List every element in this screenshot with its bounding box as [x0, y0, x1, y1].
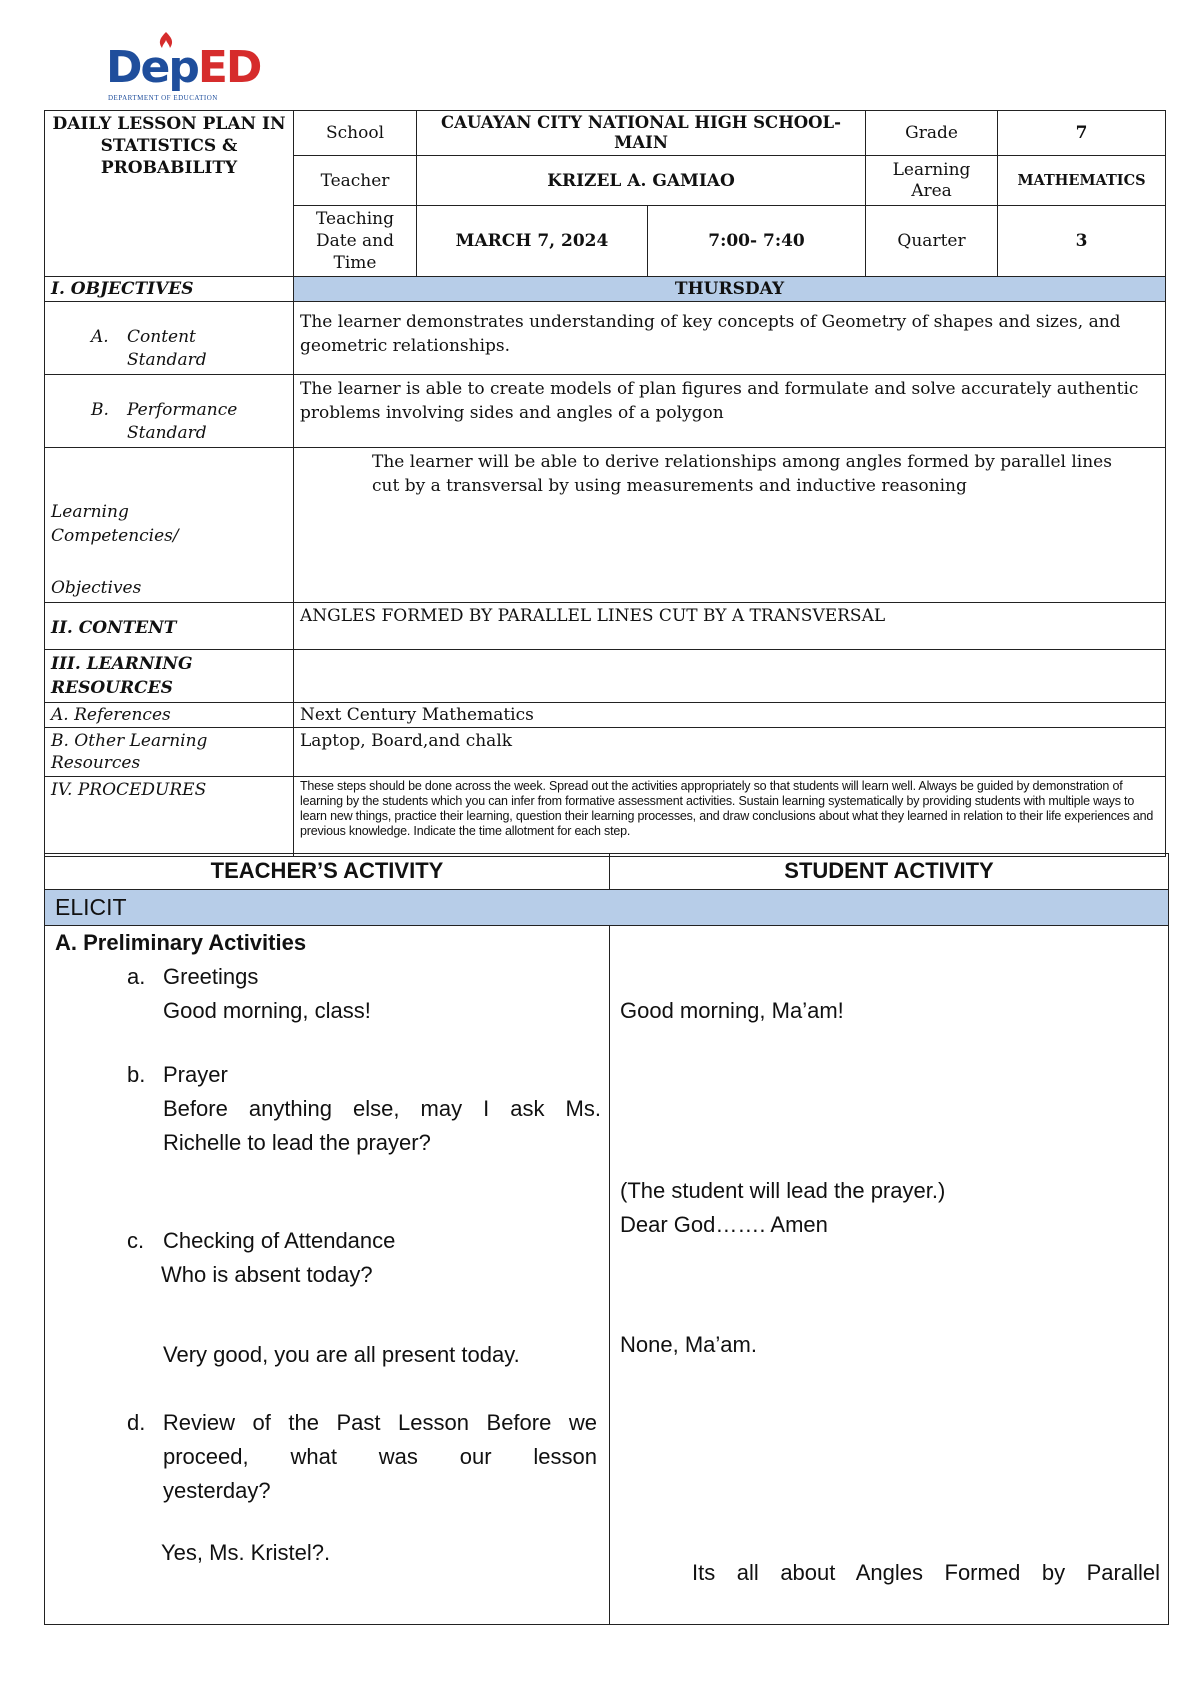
references-text: Next Century Mathematics	[294, 703, 1166, 728]
review-teacher-call: Yes, Ms. Kristel?.	[161, 1540, 331, 1565]
prayer-item: b. Prayer	[127, 1062, 228, 1087]
grade-value: 7	[998, 111, 1166, 156]
greetings-student-text: Good morning, Ma’am!	[620, 998, 844, 1023]
teacher-label: Teacher	[294, 156, 417, 206]
review-line-3: yesterday?	[163, 1478, 271, 1503]
grade-label: Grade	[866, 111, 998, 156]
teacher-value: KRIZEL A. GAMIAO	[417, 156, 866, 206]
quarter-value: 3	[998, 206, 1166, 277]
learning-resources-label: III. LEARNING RESOURCES	[45, 650, 294, 703]
activity-table	[44, 853, 1169, 1625]
prayer-teacher-line-2: Richelle to lead the prayer?	[163, 1130, 431, 1155]
day-label: THURSDAY	[294, 277, 1166, 302]
greetings-item: a. Greetings	[127, 964, 259, 989]
prayer-student-line-1: (The student will lead the prayer.)	[620, 1178, 946, 1203]
school-label: School	[294, 111, 417, 156]
preliminary-activities-title: A. Preliminary Activities	[55, 930, 307, 955]
attendance-item: c. Checking of Attendance	[127, 1228, 396, 1253]
objectives-label: I. OBJECTIVES	[45, 277, 294, 302]
teacher-activity-cell	[45, 926, 610, 1625]
performance-standard-text: The learner is able to create models of plan figures and formulate and solve accurately authentic problems involving sides and angles of a polygon	[294, 375, 1166, 448]
prayer-student-line-2: Dear God……. Amen	[620, 1212, 828, 1237]
content-standard-text: The learner demonstrates understanding of key concepts of Geometry of shapes and sizes, and geometric relationships.	[294, 302, 1166, 375]
review-line-1: d. Review of the Past Lesson Before we	[127, 1410, 597, 1435]
learning-area-label: Learning Area	[866, 156, 998, 206]
competencies-text: The learner will be able to derive relationships among angles formed by parallel lines cut by a transversal by using measurements and inductive reasoning	[294, 448, 1166, 603]
elicit-phase-row: ELICIT	[45, 890, 1169, 926]
plan-title: DAILY LESSON PLAN IN STATISTICS & PROBABILITY	[45, 111, 294, 277]
school-value: CAUAYAN CITY NATIONAL HIGH SCHOOL-MAIN	[417, 111, 866, 156]
other-resources-label: B. Other Learning Resources	[45, 728, 294, 777]
review-student-text: Its all about Angles Formed by Parallel	[692, 1560, 1160, 1585]
logo-wordmark: DepED	[106, 42, 261, 93]
content-text: ANGLES FORMED BY PARALLEL LINES CUT BY A TRANSVERSAL	[294, 603, 1166, 650]
student-activity-cell	[610, 926, 1169, 1625]
teacher-activity-header: TEACHER’S ACTIVITY	[45, 854, 610, 890]
teaching-date-value: MARCH 7, 2024	[417, 206, 648, 277]
prayer-teacher-line-1: Before anything else, may I ask Ms.	[163, 1096, 601, 1121]
attendance-teacher-line-1: Who is absent today?	[161, 1262, 373, 1287]
learning-area-value: MATHEMATICS	[998, 156, 1166, 206]
deped-logo	[106, 32, 261, 104]
content-label: II. CONTENT	[45, 603, 294, 650]
teaching-time-value: 7:00- 7:40	[648, 206, 866, 277]
attendance-student-text: None, Ma’am.	[620, 1332, 757, 1357]
student-activity-header: STUDENT ACTIVITY	[610, 854, 1169, 890]
review-line-2: proceed, what was our lesson	[163, 1444, 597, 1469]
lesson-plan-header-table	[44, 110, 1166, 857]
performance-standard-label: B. Performance Standard	[45, 375, 294, 448]
logo-subtitle: DEPARTMENT OF EDUCATION	[108, 94, 218, 102]
attendance-teacher-line-2: Very good, you are all present today.	[163, 1342, 520, 1367]
references-label: A. References	[45, 703, 294, 728]
quarter-label: Quarter	[866, 206, 998, 277]
greetings-teacher-text: Good morning, class!	[163, 998, 371, 1023]
learning-resources-cell	[294, 650, 1166, 703]
other-resources-text: Laptop, Board,and chalk	[294, 728, 1166, 777]
teaching-date-label: Teaching Date and Time	[294, 206, 417, 277]
content-standard-label: A. Content Standard	[45, 302, 294, 375]
competencies-label: Learning Competencies/ Objectives	[45, 448, 294, 603]
procedures-text: These steps should be done across the week. Spread out the activities appropriately so that students will learn well. Always be guided by demonstration of learning by the students which you can infer from formative assessment activities. Sustain learning systematically by providing students with multiple ways to learn new things, practice their learning, question their learning processes, and draw conclusions about what they learned in relation to their life experiences and previous knowledge. Indicate the time allotment for each step.	[294, 777, 1166, 857]
procedures-label: IV. PROCEDURES	[45, 777, 294, 857]
